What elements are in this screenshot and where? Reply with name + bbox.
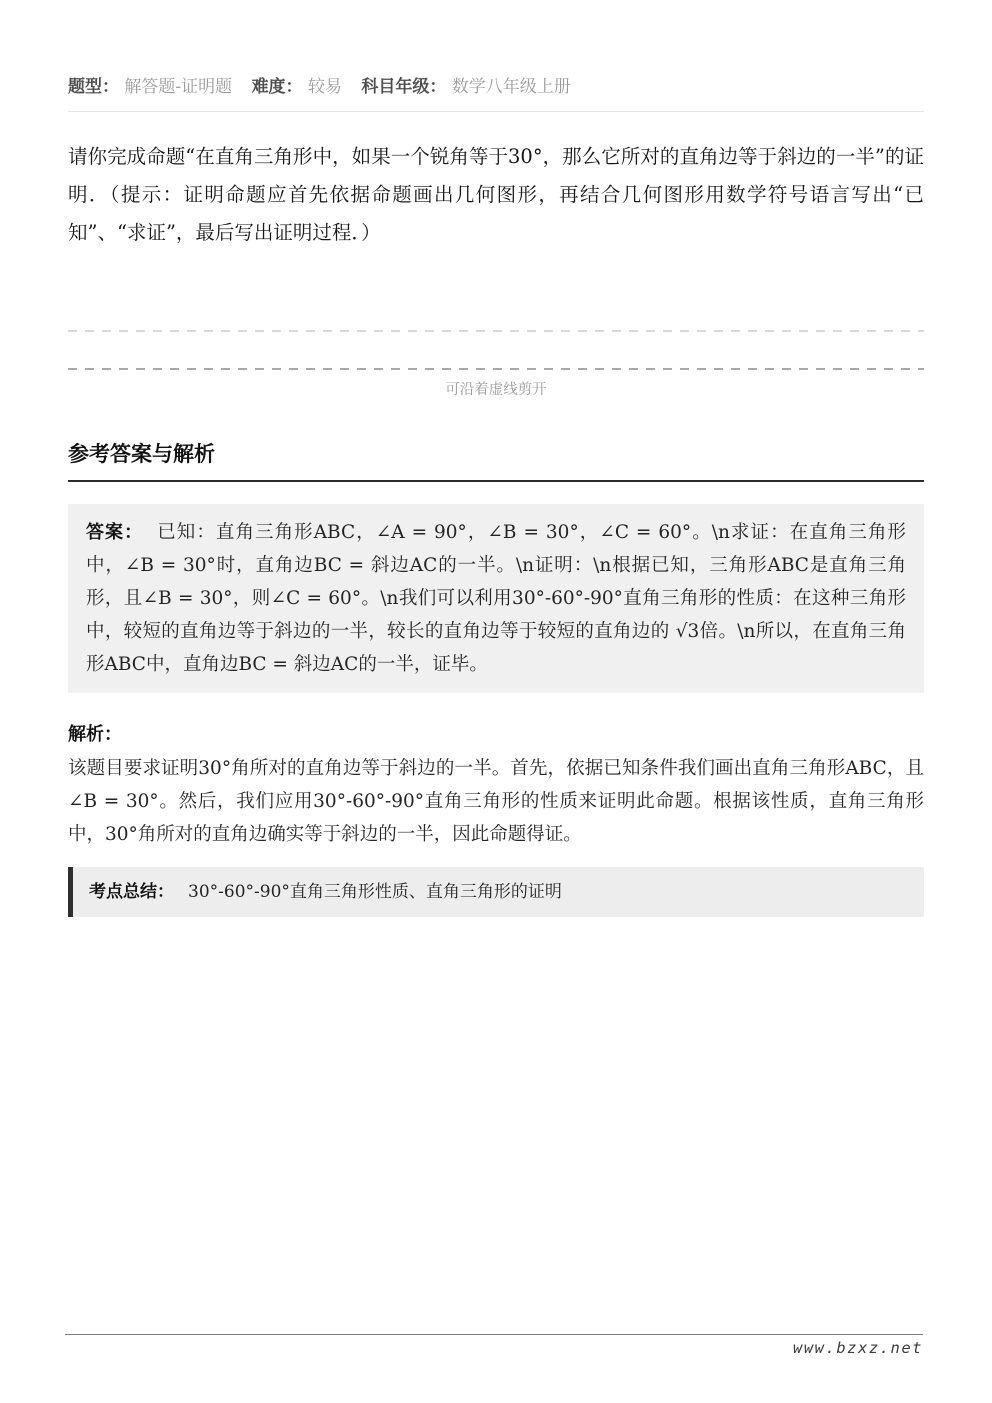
keypoint-text: 30°-60°-90°直角三角形性质、直角三角形的证明 (188, 882, 562, 902)
question-type-label: 题型： (68, 77, 119, 97)
answer-label: 答案： (86, 522, 144, 543)
question-text: 请你完成命题“在直角三角形中，如果一个锐角等于30°，那么它所对的直角边等于斜边的一半”的证明．（提示：证明命题应首先依据命题画出几何图形，再结合几何图形用数学符号语言写出“已知”、“求证”，最后写出证明过程．） (68, 145, 924, 244)
cut-dashed-line-lower (68, 368, 924, 370)
site-url: www.bzxz.net (793, 1339, 923, 1357)
cut-dashed-line-upper (68, 330, 924, 332)
question-type-value: 解答题-证明题 (124, 77, 233, 97)
answer-section-title: 参考答案与解析 (68, 440, 924, 482)
answer-box (68, 504, 924, 693)
page-footer (65, 1334, 923, 1357)
difficulty-label: 难度： (251, 77, 303, 97)
cut-note: 可沿着虚线剪开 (445, 382, 547, 398)
meta-header (68, 0, 924, 99)
keypoint-label: 考点总结： (89, 882, 174, 902)
footer-divider (65, 1334, 923, 1335)
subject-grade-value: 数学八年级上册 (451, 77, 571, 97)
subject-grade-label: 科目年级： (361, 77, 447, 97)
worksheet-page (68, 0, 924, 917)
keypoint-box (68, 867, 924, 917)
difficulty-value: 较易 (307, 77, 342, 97)
header-divider (68, 111, 924, 112)
analysis-label: 解析： (68, 724, 122, 745)
answer-text: 已知：直角三角形ABC，∠A = 90°，∠B = 30°，∠C = 60°。\n求证：在直角三角形中，∠B = 30°时，直角边BC = 斜边AC的一半。\n证明：\n根据已知，三角形ABC是直角三角形，且∠B = 30°，则∠C = 60°。\n我们可以利用30°-60°-90°直角三角形的性质：在这种三角形中，较短的直角边等于斜边的一半，较长的直角边等于较短的直角边的 √3倍。\n所以，在直角三角形ABC中，直角边BC = 斜边AC的一半，证毕。 (86, 522, 906, 675)
analysis-text: 该题目要求证明30°角所对的直角边等于斜边的一半。首先，依据已知条件我们画出直角三角形ABC，且∠B = 30°。然后，我们应用30°-60°-90°直角三角形的性质来证明此命题。根据该性质，直角三角形中，30°角所对的直角边确实等于斜边的一半，因此命题得证。 (68, 758, 924, 845)
